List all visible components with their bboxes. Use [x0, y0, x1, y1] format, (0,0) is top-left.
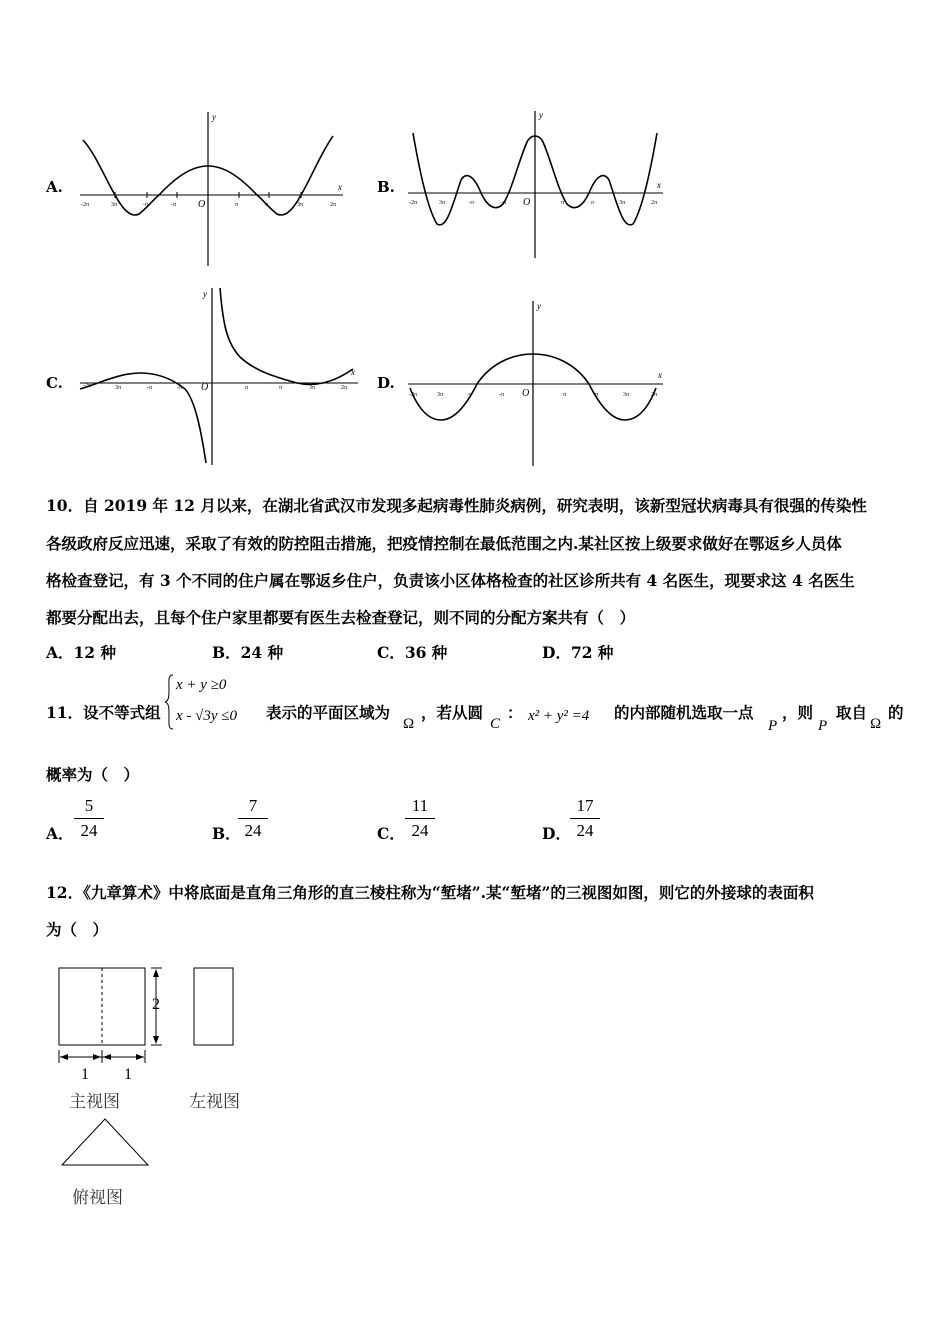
option-c-label: C.	[46, 374, 63, 392]
svg-text:3π: 3π	[623, 392, 630, 398]
svg-text:2π: 2π	[341, 385, 348, 391]
svg-text:-2π: -2π	[81, 202, 90, 208]
fraction-denominator: 24	[80, 821, 98, 840]
top-view-figure	[56, 1114, 154, 1170]
q11-circle-equation: x² + y² =4	[528, 708, 590, 724]
brace-icon	[164, 674, 174, 730]
q11-point: P	[768, 718, 778, 734]
svg-text:x: x	[338, 182, 342, 192]
front-view-label: 主视图	[69, 1092, 120, 1112]
svg-text:π: π	[563, 392, 567, 398]
q11-option-a-label: A．	[46, 824, 74, 843]
fraction-denominator: 24	[411, 821, 429, 840]
fraction-bar	[238, 818, 268, 819]
svg-text:3π: 3π	[297, 202, 304, 208]
q10-line-3: 格检查登记，有 3 个不同的住户属在鄂返乡住户，负责该小区体格检查的社区诊所共有 4 名医生，现要求这 4 名医生	[46, 571, 855, 590]
q11-inequality-1: x + y ≥0	[176, 677, 227, 693]
fraction-denominator: 24	[576, 821, 594, 840]
q11-option-c-label: C．	[377, 824, 405, 843]
svg-text:x: x	[657, 180, 661, 190]
svg-text:2π: 2π	[330, 202, 337, 208]
svg-text:-2π: -2π	[83, 383, 92, 389]
svg-text:3π: 3π	[437, 392, 444, 398]
q10-line-2: 各级政府反应迅速，采取了有效的防控阻击措施，把疫情控制在最低范围之内.某社区按上级要求做好在鄂返乡人员体	[46, 534, 842, 553]
q10-line-1: 10．自 2019 年 12 月以来，在湖北省武汉市发现多起病毒性肺炎病例，研究表明，该新型冠状病毒具有很强的传染性	[46, 496, 867, 515]
q11-point-2: P	[818, 718, 828, 734]
graph-a	[75, 108, 350, 270]
graph-b	[405, 108, 667, 260]
svg-text:-π: -π	[143, 202, 149, 208]
svg-text:π: π	[245, 385, 249, 391]
q11-omega: Ω	[403, 716, 415, 732]
q11-inequality-2: x - √3y ≤0	[176, 708, 238, 724]
q11-circle-name: C	[490, 716, 501, 732]
svg-text:x: x	[351, 367, 355, 377]
svg-text:O: O	[522, 388, 530, 399]
dimension-right-label: 1	[124, 1066, 132, 1083]
q11-text-1: 表示的平面区域为	[266, 703, 391, 722]
q11-text-3: 的内部随机选取一点	[614, 703, 754, 722]
dimension-height-label: 2	[152, 996, 160, 1013]
svg-text:-π: -π	[147, 385, 153, 391]
fraction-bar	[405, 818, 435, 819]
q10-option-d: D．72 种	[542, 643, 614, 662]
q10-line-4: 都要分配出去，且每个住户家里都要有医生去检查登记，则不同的分配方案共有（ ）	[46, 608, 636, 627]
svg-text:3π: 3π	[115, 385, 122, 391]
q12-line-2: 为（ ）	[46, 920, 109, 939]
side-view-label: 左视图	[189, 1092, 240, 1112]
front-view-figure	[52, 962, 174, 1066]
q10-option-b: B．24 种	[212, 643, 284, 662]
q11-option-d-label: D．	[542, 824, 571, 843]
svg-text:y: y	[212, 112, 216, 122]
option-d-label: D.	[377, 374, 395, 392]
svg-text:3π: 3π	[619, 200, 626, 206]
q11-colon: ：	[507, 703, 523, 722]
q11-option-c-fraction	[403, 796, 437, 841]
svg-text:-π: -π	[467, 392, 473, 398]
svg-text:3π: 3π	[111, 202, 118, 208]
q12-line-1: 12．《九章算术》中将底面是直角三角形的直三棱柱称为“堑堵”.某“堑堵”的三视图如图，则它的外接球的表面积	[46, 883, 814, 902]
svg-text:-π: -π	[501, 200, 507, 206]
q10-option-c: C．36 种	[377, 643, 448, 662]
q11-omega-2: Ω	[870, 716, 882, 732]
svg-text:π: π	[279, 385, 283, 391]
option-b-label: B.	[377, 178, 395, 196]
top-view-label: 俯视图	[72, 1188, 123, 1208]
q10-option-a: A．12 种	[46, 643, 116, 662]
fraction-numerator: 5	[84, 796, 94, 815]
graph-c	[75, 285, 365, 470]
q11-prefix: 11．设不等式组	[46, 703, 161, 722]
svg-text:y: y	[537, 301, 541, 311]
svg-text:π: π	[265, 202, 269, 208]
fraction-denominator: 24	[244, 821, 262, 840]
svg-text:-π: -π	[499, 392, 505, 398]
svg-text:-π: -π	[171, 202, 177, 208]
q11-line-2: 概率为（ ）	[46, 765, 140, 784]
svg-text:2π: 2π	[651, 200, 658, 206]
q11-option-d-fraction	[568, 796, 602, 841]
q11-option-b-label: B．	[212, 824, 241, 843]
svg-text:y: y	[539, 110, 543, 120]
q11-option-a-fraction	[72, 796, 106, 841]
svg-text:O: O	[523, 197, 531, 208]
svg-text:π: π	[591, 200, 595, 206]
svg-text:3π: 3π	[439, 200, 446, 206]
svg-text:2π: 2π	[651, 392, 658, 398]
fraction-bar	[74, 818, 104, 819]
svg-text:-π: -π	[469, 200, 475, 206]
svg-text:O: O	[198, 199, 206, 210]
svg-text:y: y	[203, 289, 207, 299]
fraction-bar	[570, 818, 600, 819]
dimension-left-label: 1	[81, 1066, 89, 1083]
q11-text-2: ，若从圆	[421, 703, 484, 722]
option-a-label: A.	[46, 178, 63, 196]
q11-text-5: 取自	[836, 703, 868, 722]
fraction-numerator: 11	[411, 796, 429, 815]
fraction-numerator: 17	[576, 796, 594, 815]
svg-text:-2π: -2π	[409, 200, 418, 206]
q11-suffix: 的	[888, 703, 904, 722]
svg-text:3π: 3π	[309, 385, 316, 391]
svg-text:π: π	[561, 200, 565, 206]
svg-text:-2π: -2π	[409, 392, 418, 398]
svg-text:π: π	[235, 202, 239, 208]
side-view-figure	[190, 965, 238, 1051]
svg-text:O: O	[201, 382, 209, 393]
svg-text:π: π	[595, 392, 599, 398]
svg-text:x: x	[658, 370, 662, 380]
q11-text-4: ，则	[782, 703, 814, 722]
graph-d	[405, 298, 667, 468]
fraction-numerator: 7	[248, 796, 258, 815]
q11-option-b-fraction	[236, 796, 270, 841]
svg-text:-π: -π	[177, 385, 183, 391]
